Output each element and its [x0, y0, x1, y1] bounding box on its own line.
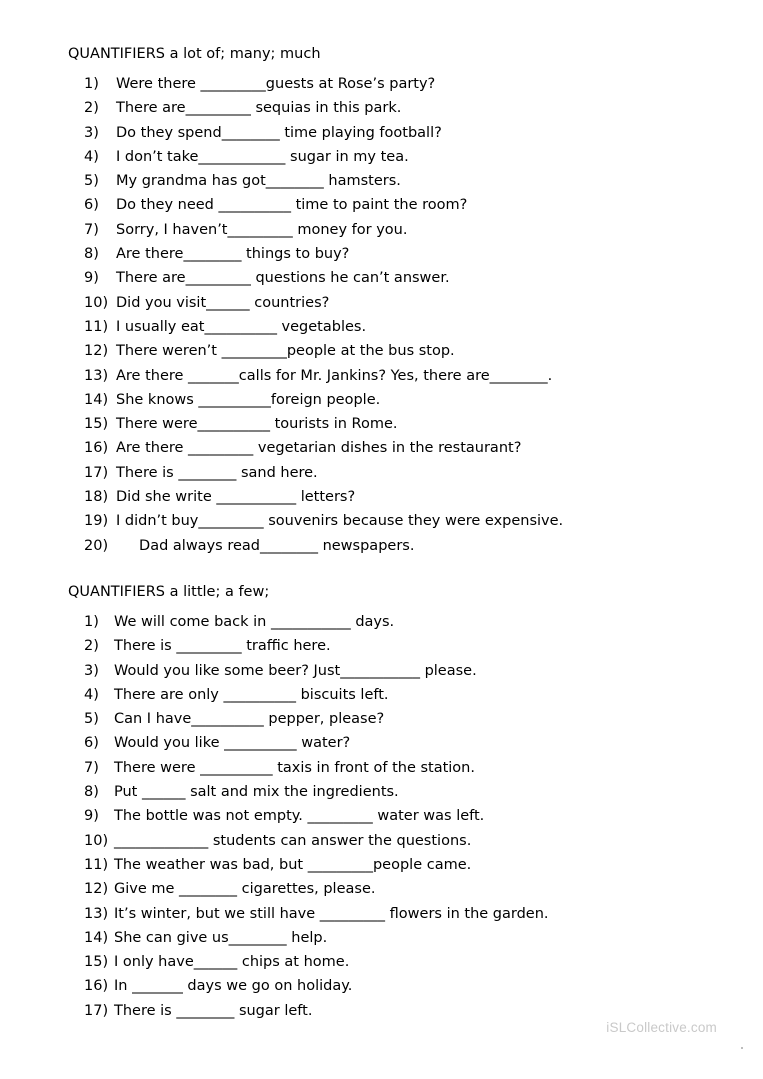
list-item: [68, 974, 698, 998]
item-text: There is _________ traffic here.: [114, 638, 331, 655]
item-number: 14): [84, 929, 109, 946]
item-text: I usually eat__________ vegetables.: [116, 318, 367, 335]
worksheet-content: [68, 44, 698, 1023]
list-item: [68, 853, 698, 877]
item-number: 12): [84, 881, 109, 898]
list-item: [68, 193, 698, 217]
item-number: 8): [84, 784, 99, 801]
item-number: 20): [84, 537, 109, 554]
list-item: [68, 169, 698, 193]
list-item: [68, 610, 698, 634]
item-text: I only have______ chips at home.: [114, 954, 350, 971]
item-text: Would you like some beer? Just___________ please.: [114, 662, 477, 679]
item-number: 2): [84, 100, 99, 117]
item-text: There is ________ sugar left.: [114, 1002, 313, 1019]
item-number: 10): [84, 832, 109, 849]
item-text: I didn’t buy_________ souvenirs because they were expensive.: [116, 513, 564, 530]
list-item: [68, 388, 698, 412]
item-text: My grandma has got________ hamsters.: [116, 173, 401, 190]
item-number: 3): [84, 124, 99, 141]
item-number: 11): [84, 856, 109, 873]
list-item: [68, 461, 698, 485]
watermark-islcollective: iSLCollective.com: [606, 1020, 717, 1035]
list-item: [68, 804, 698, 828]
item-text: There were__________ tourists in Rome.: [116, 416, 398, 433]
list-item: [68, 364, 698, 388]
item-number: 15): [84, 954, 109, 971]
list-item: [68, 756, 698, 780]
item-text: Put ______ salt and mix the ingredients.: [114, 784, 399, 801]
item-text: Do they need __________ time to paint the room?: [116, 197, 468, 214]
item-text: Are there _________ vegetarian dishes in the restaurant?: [116, 440, 522, 457]
item-text: There are_________ sequias in this park.: [116, 100, 402, 117]
item-text: There is ________ sand here.: [116, 464, 318, 481]
item-number: 8): [84, 246, 99, 263]
list-item: [68, 485, 698, 509]
item-text: Dad always read________ newspapers.: [116, 537, 415, 554]
item-number: 9): [84, 808, 99, 825]
list-item: [68, 242, 698, 266]
item-number: 17): [84, 464, 109, 481]
item-text: _____________ students can answer the questions.: [114, 832, 472, 849]
item-number: 16): [84, 440, 109, 457]
corner-dot: [741, 1047, 743, 1049]
item-number: 11): [84, 318, 109, 335]
item-text: There are_________ questions he can’t answer.: [116, 270, 450, 287]
item-text: Give me ________ cigarettes, please.: [114, 881, 376, 898]
list-item: [68, 659, 698, 683]
item-number: 1): [84, 613, 99, 630]
item-text: We will come back in ___________ days.: [114, 613, 395, 630]
item-number: 9): [84, 270, 99, 287]
item-text: Did she write ___________ letters?: [116, 489, 356, 506]
exercise-list-many-much: [68, 72, 698, 558]
item-number: 7): [84, 759, 99, 776]
item-text: Can I have__________ pepper, please?: [114, 711, 385, 728]
item-number: 6): [84, 197, 99, 214]
item-number: 6): [84, 735, 99, 752]
list-item: [68, 315, 698, 339]
item-number: 19): [84, 513, 109, 530]
list-item: [68, 902, 698, 926]
item-text: She knows __________foreign people.: [116, 391, 381, 408]
exercise-list-little-few: [68, 610, 698, 1023]
item-text: Were there _________guests at Rose’s party?: [116, 76, 436, 92]
item-text: Do they spend________ time playing football?: [116, 124, 442, 141]
item-number: 5): [84, 173, 99, 190]
item-text: The weather was bad, but _________people came.: [114, 856, 472, 873]
list-item: [68, 72, 698, 96]
item-text: It’s winter, but we still have _________ flowers in the garden.: [114, 905, 549, 922]
item-text: She can give us________ help.: [114, 929, 328, 946]
item-number: 17): [84, 1002, 109, 1019]
item-number: 1): [84, 76, 99, 92]
item-number: 4): [84, 148, 99, 165]
list-item: [68, 534, 698, 558]
item-text: Did you visit______ countries?: [116, 294, 330, 311]
list-item: [68, 509, 698, 533]
section-title-quantifiers-little-few: QUANTIFIERS a little; a few;: [68, 583, 270, 600]
item-text: Are there _______calls for Mr. Jankins? Yes, there are________.: [116, 367, 553, 384]
list-item: [68, 634, 698, 658]
item-text: Are there________ things to buy?: [116, 246, 350, 263]
list-item: [68, 731, 698, 755]
list-item: [68, 877, 698, 901]
item-number: 13): [84, 905, 109, 922]
item-text: In _______ days we go on holiday.: [114, 978, 353, 995]
list-item: [68, 412, 698, 436]
item-text: I don’t take____________ sugar in my tea.: [116, 148, 409, 165]
list-item: [68, 339, 698, 363]
list-item: [68, 96, 698, 120]
item-number: 10): [84, 294, 109, 311]
list-item: [68, 436, 698, 460]
list-item: [68, 926, 698, 950]
list-item: [68, 121, 698, 145]
item-number: 13): [84, 367, 109, 384]
list-item: [68, 683, 698, 707]
list-item: [68, 707, 698, 731]
item-number: 4): [84, 686, 99, 703]
list-item: [68, 829, 698, 853]
item-number: 15): [84, 416, 109, 433]
list-item: [68, 950, 698, 974]
list-item: [68, 999, 698, 1023]
item-number: 7): [84, 221, 99, 238]
item-number: 16): [84, 978, 109, 995]
item-text: There are only __________ biscuits left.: [114, 686, 389, 703]
list-item: [68, 780, 698, 804]
item-text: Sorry, I haven’t_________ money for you.: [116, 221, 408, 238]
section-title-quantifiers-many-much: QUANTIFIERS a lot of; many; much: [68, 46, 321, 62]
item-text: Would you like __________ water?: [114, 735, 351, 752]
item-number: 2): [84, 638, 99, 655]
list-item: [68, 266, 698, 290]
item-number: 3): [84, 662, 99, 679]
item-text: There weren’t _________people at the bus stop.: [116, 343, 455, 360]
item-number: 18): [84, 489, 109, 506]
item-number: 14): [84, 391, 109, 408]
item-number: 5): [84, 711, 99, 728]
item-text: There were __________ taxis in front of the station.: [114, 759, 475, 776]
item-number: 12): [84, 343, 109, 360]
list-item: [68, 218, 698, 242]
list-item: [68, 145, 698, 169]
list-item: [68, 291, 698, 315]
item-text: The bottle was not empty. _________ water was left.: [114, 808, 485, 825]
